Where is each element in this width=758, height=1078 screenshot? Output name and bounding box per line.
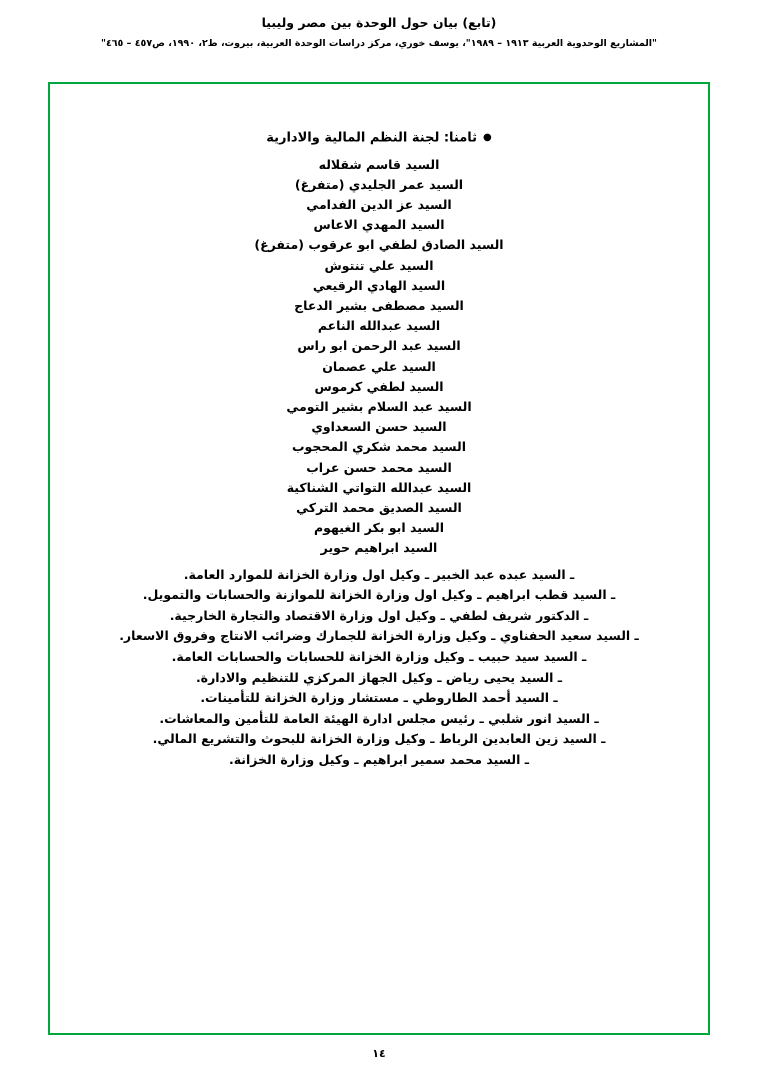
list-item: ـ السيد زين العابدين الرباط ـ وكيل وزارة الخزانة للبحوث والتشريع المالي. — [152, 731, 606, 747]
list-item: ـ السيد سيد حبيب ـ وكيل وزارة الخزانة للحسابات والحسابات العامة. — [171, 648, 587, 664]
list-item: السيد مصطفى بشير الدعاج — [294, 297, 464, 313]
official-titles-list — [74, 565, 684, 771]
list-item: السيد حسن السعداوي — [311, 419, 447, 435]
committee-member-list — [74, 155, 684, 559]
list-item: ـ السيد سعيد الحفناوي ـ وكيل وزارة الخزانة للجمارك وضرائب الانتاج وفروق الاسعار. — [119, 628, 639, 644]
page-header — [0, 14, 758, 52]
header-title: (تابع) بيان حول الوحدة بين مصر وليبيا — [261, 15, 497, 30]
list-item: السيد ابراهيم حوير — [320, 540, 438, 556]
list-item: السيد علي عصمان — [322, 358, 436, 374]
list-item: السيد عبد الرحمن ابو راس — [297, 338, 461, 354]
page-footer — [0, 1047, 758, 1060]
list-item: السيد قاسم شقلاله — [318, 156, 440, 172]
list-item: السيد الهادي الرقيعي — [312, 277, 446, 293]
list-item: ـ الدكتور شريف لطفي ـ وكيل اول وزارة الاقتصاد والتجارة الخارجية. — [169, 607, 589, 623]
list-item: ـ السيد عبده عبد الخبير ـ وكيل اول وزارة الخزانة للموارد العامة. — [183, 566, 575, 582]
list-item: السيد عز الدين الفدامي — [306, 196, 452, 212]
list-item: السيد الصديق محمد التركي — [296, 499, 462, 515]
list-item: ـ السيد قطب ابراهيم ـ وكيل اول وزارة الخزانة للموازنة والحسابات والتمويل. — [142, 587, 616, 603]
section-heading-label: ثامنا: لجنة النظم المالية والادارية — [266, 130, 478, 146]
list-item: ـ السيد انور شلبي ـ رئيس مجلس ادارة الهيئة العامة للتأمين والمعاشات. — [159, 710, 599, 726]
list-item: السيد عبدالله التواتي الشناكية — [286, 479, 472, 495]
list-item: السيد عمر الجليدي (متفرغ) — [294, 176, 464, 192]
list-item: ـ السيد محمد سمير ابراهيم ـ وكيل وزارة الخزانة. — [228, 751, 530, 767]
list-item: السيد علي تنتوش — [324, 257, 434, 273]
list-item: السيد محمد حسن عراب — [306, 459, 452, 475]
list-item: السيد محمد شكري المحجوب — [292, 439, 466, 455]
list-item: السيد لطفي كرموس — [314, 378, 444, 394]
list-item: ـ السيد يحيى رياض ـ وكيل الجهاز المركزي للتنظيم والادارة. — [195, 669, 563, 685]
bullet-icon: ● — [483, 132, 492, 143]
list-item: السيد الصادق لطفي ابو عرقوب (متفرغ) — [254, 237, 504, 253]
page-number: ١٤ — [372, 1047, 386, 1060]
list-item: السيد المهدي الاعاس — [313, 217, 445, 233]
section-heading — [74, 126, 684, 151]
list-item: السيد عبد السلام بشير التومي — [286, 398, 472, 414]
document-body — [74, 126, 684, 771]
list-item: السيد عبدالله الناعم — [317, 318, 441, 334]
list-item: السيد ابو بكر الغيهوم — [313, 520, 445, 536]
header-source-citation: "المشاريع الوحدوية العربية ١٩١٣ – ١٩٨٩"، يوسف خوري، مركز دراسات الوحدة العربية، بيروت، ط٢، ١٩٩٠، ص٤٥٧ – ٤٦٥" — [100, 38, 658, 49]
list-item: ـ السيد أحمد الطاروطي ـ مستشار وزارة الخزانة للتأمينات. — [200, 690, 558, 706]
